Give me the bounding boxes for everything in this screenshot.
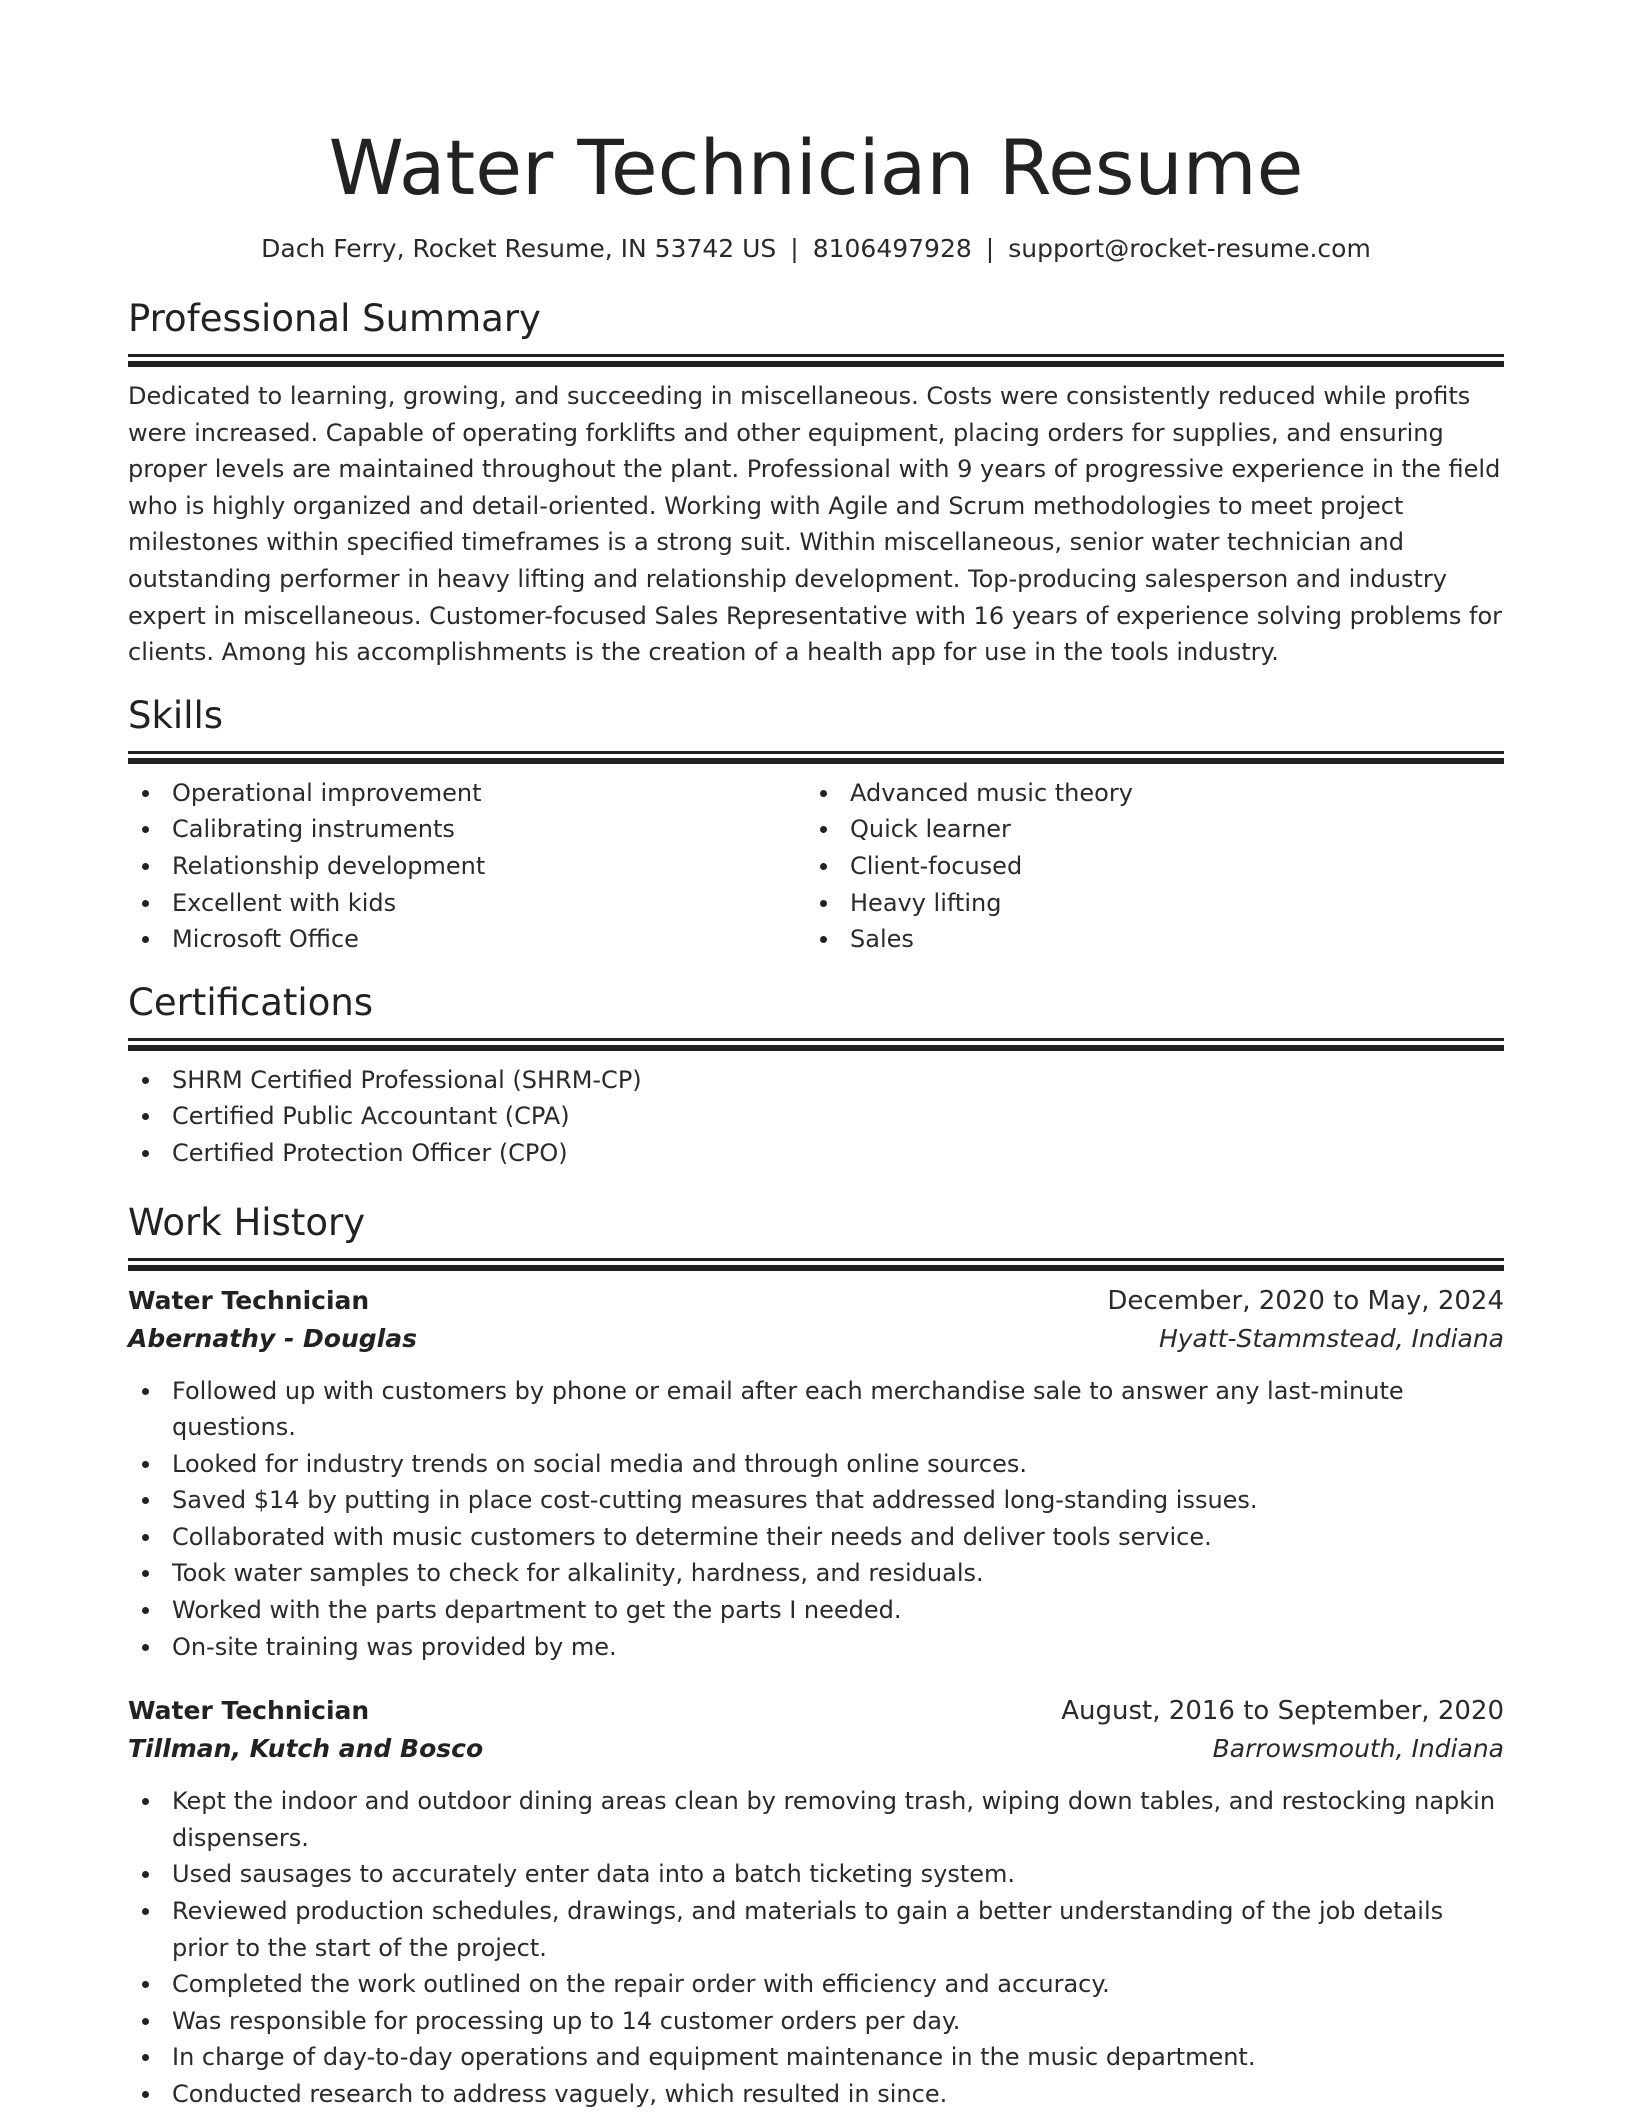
- contact-separator: |: [790, 234, 799, 263]
- list-item: Client-focused: [806, 848, 1484, 885]
- section-heading-skills: Skills: [128, 693, 224, 737]
- list-item: Took water samples to check for alkalinity, hardness, and residuals.: [128, 1555, 1504, 1592]
- section-divider: [128, 354, 1504, 370]
- skills-list-left: [128, 775, 806, 958]
- list-item: Certified Public Accountant (CPA): [128, 1098, 1504, 1135]
- list-item: Excellent with kids: [128, 885, 806, 922]
- section-heading-summary: Professional Summary: [128, 297, 541, 340]
- list-item: Kept the indoor and outdoor dining areas clean by removing trash, wiping down tables, and restocking napkin dispensers.: [128, 1783, 1504, 1856]
- job-entry: [128, 1282, 1504, 1666]
- certifications-section: [128, 978, 1504, 1172]
- contact-info: [128, 232, 1504, 266]
- contact-email[interactable]: support@rocket-resume.com: [1008, 234, 1371, 263]
- list-item: Quick learner: [806, 811, 1484, 848]
- job-location: Hyatt-Stammstead, Indiana: [1158, 1323, 1504, 1353]
- list-item: Calibrating instruments: [128, 811, 806, 848]
- job-subheader: [128, 1320, 1504, 1358]
- skills-list-right: [806, 775, 1484, 958]
- skills-column-left: [128, 775, 806, 958]
- job-title: Water Technician: [128, 1285, 370, 1315]
- list-item: SHRM Certified Professional (SHRM-CP): [128, 1062, 1504, 1099]
- list-item: Collaborated with music customers to determine their needs and deliver tools service.: [128, 1519, 1504, 1556]
- list-item: In charge of day-to-day operations and equipment maintenance in the music department.: [128, 2039, 1504, 2076]
- section-divider: [128, 1258, 1504, 1274]
- list-item: Followed up with customers by phone or email after each merchandise sale to answer any last-minute questions.: [128, 1373, 1504, 1446]
- contact-phone: 8106497928: [812, 234, 972, 263]
- list-item: Heavy lifting: [806, 885, 1484, 922]
- list-item: Was responsible for processing up to 14 customer orders per day.: [128, 2003, 1504, 2040]
- work-history-section: [128, 1198, 1504, 2113]
- list-item: Completed the work outlined on the repair order with efficiency and accuracy.: [128, 1966, 1504, 2003]
- job-company: Tillman, Kutch and Bosco: [128, 1734, 484, 1764]
- list-item: Certified Protection Officer (CPO): [128, 1135, 1504, 1172]
- section-divider: [128, 1038, 1504, 1054]
- list-item: Saved $14 by putting in place cost-cutting measures that addressed long-standing issues.: [128, 1482, 1504, 1519]
- skills-grid: [128, 775, 1504, 958]
- skills-column-right: [806, 775, 1484, 958]
- list-item: Worked with the parts department to get the parts I needed.: [128, 1592, 1504, 1629]
- list-item: Relationship development: [128, 848, 806, 885]
- list-item: Reviewed production schedules, drawings, and materials to gain a better understanding of the job details prior to the start of the project.: [128, 1893, 1504, 1966]
- job-dates: August, 2016 to September, 2020: [1061, 1696, 1504, 1727]
- section-heading-certifications: Certifications: [128, 980, 374, 1024]
- list-item: Looked for industry trends on social media and through online sources.: [128, 1446, 1504, 1483]
- contact-separator: |: [985, 234, 995, 263]
- section-divider: [128, 751, 1504, 767]
- list-item: Advanced music theory: [806, 775, 1484, 812]
- list-item: Microsoft Office: [128, 921, 806, 958]
- job-entry: [128, 1692, 1504, 2112]
- job-dates: December, 2020 to May, 2024: [1107, 1285, 1504, 1316]
- skills-section: [128, 691, 1504, 958]
- job-header: [128, 1282, 1504, 1320]
- job-bullets: [128, 1373, 1504, 1666]
- job-company: Abernathy - Douglas: [128, 1323, 417, 1353]
- job-subheader: [128, 1730, 1504, 1768]
- resume-title: Water Technician Resume: [328, 123, 1304, 212]
- job-header: [128, 1692, 1504, 1730]
- job-location: Barrowsmouth, Indiana: [1212, 1734, 1504, 1764]
- list-item: Used sausages to accurately enter data into a batch ticketing system.: [128, 1856, 1504, 1893]
- list-item: On-site training was provided by me.: [128, 1629, 1504, 1666]
- job-bullets: [128, 1783, 1504, 2112]
- list-item: Operational improvement: [128, 775, 806, 812]
- jobs-container: [128, 1282, 1504, 2113]
- list-item: Conducted research to address vaguely, which resulted in since.: [128, 2076, 1504, 2113]
- job-title: Water Technician: [128, 1696, 370, 1726]
- summary-section: [128, 294, 1504, 671]
- resume-page: [128, 0, 1504, 2113]
- list-item: Sales: [806, 921, 1484, 958]
- section-heading-work-history: Work History: [128, 1200, 366, 1244]
- contact-address: Dach Ferry, Rocket Resume, IN 53742 US: [261, 234, 777, 263]
- summary-text: Dedicated to learning, growing, and succeeding in miscellaneous. Costs were consistently reduced while profits were increased. Capable of operating forklifts and other equipment, placing orders for supplies, and ensuring proper levels are maintained throughout the plant. Professional with 9 years of progressive experience in the field who is highly organized and detail-oriented. Working with Agile and Scrum methodologies to meet project milestones within specified timeframes is a strong suit. Within miscellaneous, senior water technician and outstanding performer in heavy lifting and relationship development. Top-producing salesperson and industry expert in miscellaneous. Customer-focused Sales Representative with 16 years of experience solving problems for clients. Among his accomplishments is the creation of a health app for use in the tools industry.: [128, 382, 1503, 667]
- certifications-list: [128, 1062, 1504, 1172]
